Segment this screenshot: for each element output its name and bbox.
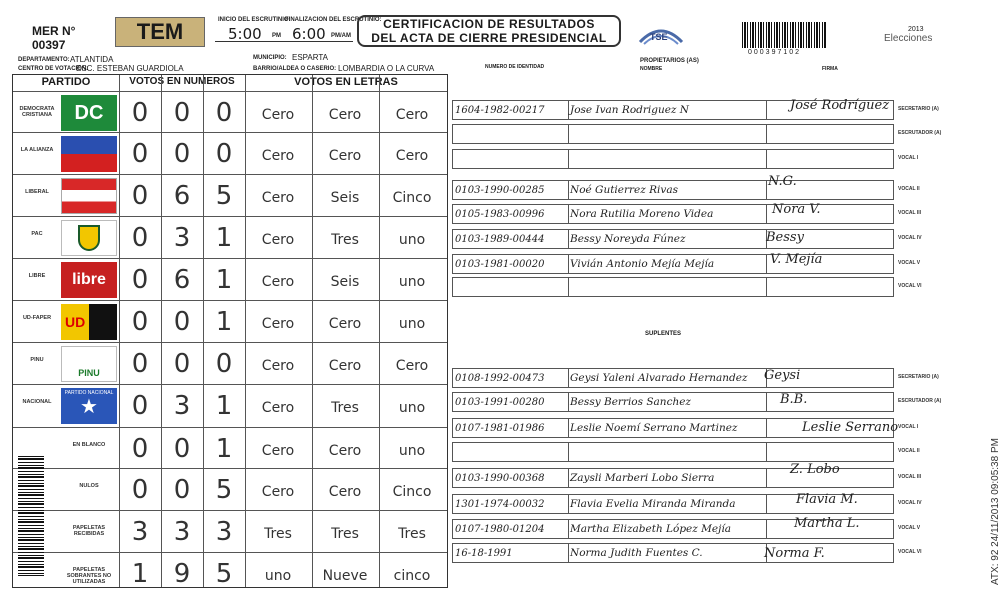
vote-word: Cero: [328, 484, 362, 500]
party-name: EN BLANCO: [72, 442, 106, 448]
table-row: [13, 216, 447, 258]
party-logo: [61, 304, 117, 340]
start-time: 5:00: [228, 25, 262, 43]
member-id: 16-18-1991: [453, 544, 569, 562]
barcode-number: 000397102: [748, 49, 802, 56]
member-role: SECRETARIO (A): [898, 374, 939, 380]
member-role: VOCAL IV: [898, 235, 922, 241]
pm-label: PM: [272, 33, 281, 39]
party-logo: [61, 346, 117, 382]
elecciones-logo: [884, 26, 932, 44]
title-line2: DEL ACTA DE CIERRE PRESIDENCIAL: [371, 31, 607, 45]
vote-word: Cero: [261, 190, 295, 206]
party-name: UD-FAPER: [22, 315, 52, 321]
vote-digit: 0: [131, 391, 149, 421]
vote-digit: 6: [173, 265, 191, 295]
member-name: [567, 125, 767, 143]
member-row: [452, 442, 894, 462]
vote-word: Cero: [328, 358, 362, 374]
vote-digit: 6: [173, 181, 191, 211]
vote-digit: 0: [131, 265, 149, 295]
member-role: VOCAL III: [898, 474, 921, 480]
vote-digit: 0: [173, 434, 191, 464]
member-name: [567, 278, 767, 296]
vote-word: Tres: [331, 526, 359, 542]
vote-word: Nueve: [322, 568, 368, 584]
tse-logo: [636, 22, 686, 48]
member-role: VOCAL II: [898, 448, 920, 454]
ampm-label: PM/AM: [331, 33, 351, 39]
vote-word: Cero: [395, 358, 429, 374]
member-role: VOCAL V: [898, 260, 921, 266]
member-name: Vivián Antonio Mejía Mejía: [567, 255, 767, 273]
vote-digit: 0: [131, 307, 149, 337]
vote-word: Cero: [328, 107, 362, 123]
vote-word: uno: [398, 443, 426, 459]
party-logo-text: DC: [74, 102, 104, 124]
vote-word: Cero: [261, 316, 295, 332]
vote-word: uno: [398, 316, 426, 332]
col-name-header: NOMBRE: [640, 66, 663, 72]
signature: Geysi: [764, 368, 801, 383]
vote-word: uno: [398, 232, 426, 248]
party-name: PAPELETAS SOBRANTES NO UTILIZADAS: [66, 567, 112, 585]
table-row: [13, 91, 447, 133]
party-name: PAPELETAS RECIBIDAS: [72, 525, 106, 537]
vote-word: uno: [398, 274, 426, 290]
party-logo: [61, 136, 117, 172]
shield-icon: [78, 225, 100, 251]
vote-digit: 0: [131, 98, 149, 128]
member-row: [452, 229, 894, 249]
vote-digit: 3: [215, 517, 233, 547]
vote-digit: 3: [131, 517, 149, 547]
party-logo: [61, 220, 117, 256]
member-id: 0107-1981-01986: [453, 419, 569, 437]
signature: Norma F.: [764, 546, 825, 561]
barcode-left: [18, 456, 44, 576]
member-id: 0103-1990-00285: [453, 181, 569, 199]
party-name: NACIONAL: [22, 399, 52, 405]
vote-word: Cero: [395, 148, 429, 164]
vote-word: Tres: [331, 400, 359, 416]
table-row: [13, 258, 447, 300]
member-name: Jose Ivan Rodriguez N: [567, 101, 767, 119]
vote-digit: 0: [131, 475, 149, 505]
vote-digit: 3: [173, 517, 191, 547]
propietarios-label: PROPIETARIOS (AS): [640, 58, 699, 64]
signature: Leslie Serrano: [802, 420, 899, 435]
centro-label: CENTRO DE VOTACION:: [18, 66, 89, 72]
vote-digit: 0: [173, 349, 191, 379]
party-name: PAC: [31, 231, 43, 237]
vote-word: uno: [264, 568, 292, 584]
member-signature-cell: [764, 443, 895, 461]
signature: José Rodríguez: [790, 98, 890, 113]
vote-digit: 1: [215, 434, 233, 464]
member-role: VOCAL V: [898, 525, 921, 531]
title-line1: CERTIFICACION DE RESULTADOS: [383, 17, 595, 31]
member-row: [452, 180, 894, 200]
member-id: 1301-1974-00032: [453, 495, 569, 513]
member-role: VOCAL II: [898, 186, 920, 192]
vote-digit: 5: [215, 475, 233, 505]
vote-digit: 0: [131, 223, 149, 253]
member-id: [453, 150, 569, 168]
signature: Z. Lobo: [790, 462, 840, 477]
vote-digit: 0: [131, 181, 149, 211]
vote-word: Cero: [261, 358, 295, 374]
municipio-label: MUNICIPIO:: [253, 55, 287, 61]
member-row: [452, 124, 894, 144]
star-icon: ★: [80, 396, 98, 418]
party-name: LIBERAL: [25, 189, 49, 195]
vote-word: Cero: [328, 443, 362, 459]
time-underline: [215, 41, 353, 42]
member-id: 0103-1990-00368: [453, 469, 569, 487]
vote-word: Cero: [328, 316, 362, 332]
party-name: DEMOCRATA CRISTIANA: [19, 106, 55, 118]
table-row: [13, 174, 447, 216]
tem-label: TEM: [136, 19, 184, 44]
vote-word: Cero: [328, 148, 362, 164]
member-name: Martha Elizabeth López Mejía: [567, 520, 767, 538]
mer-number: 00397: [32, 38, 66, 52]
member-signature-cell: [764, 125, 895, 143]
member-role: SECRETARIO (A): [898, 106, 939, 112]
member-role: ESCRUTADOR (A): [898, 130, 942, 136]
barrio-value: LOMBARDIA O LA CURVA: [338, 64, 435, 73]
member-signature-cell: [764, 150, 895, 168]
member-row: [452, 277, 894, 297]
vote-word: Cero: [261, 148, 295, 164]
party-name: NULOS: [79, 483, 99, 489]
member-name: Bessy Noreyda Fúnez: [567, 230, 767, 248]
member-name: Nora Rutilia Moreno Videa: [567, 205, 767, 223]
member-role: VOCAL I: [898, 155, 919, 161]
vote-digit: 0: [131, 434, 149, 464]
vote-word: Cinco: [392, 190, 432, 206]
table-row: [13, 132, 447, 174]
vote-word: Seis: [330, 274, 360, 290]
vote-word: Cero: [261, 107, 295, 123]
vote-word: Seis: [330, 190, 360, 206]
member-row: [452, 254, 894, 274]
votes-table: [12, 74, 448, 588]
party-logo: [61, 95, 117, 131]
member-row: [452, 204, 894, 224]
vote-word: Cero: [261, 400, 295, 416]
member-role: VOCAL IV: [898, 500, 922, 506]
vote-digit: 1: [215, 391, 233, 421]
table-row: [13, 552, 447, 594]
member-id: [453, 443, 569, 461]
vote-word: Cero: [395, 107, 429, 123]
end-time: 6:00: [292, 25, 326, 43]
member-name: Zaysli Marberi Lobo Sierra: [567, 469, 767, 487]
member-id: 0107-1980-01204: [453, 520, 569, 538]
member-name: [567, 443, 767, 461]
party-logo-text: UD: [65, 314, 86, 330]
vote-digit: 5: [215, 559, 233, 589]
vote-digit: 1: [215, 265, 233, 295]
vote-digit: 0: [173, 307, 191, 337]
member-role: VOCAL III: [898, 210, 921, 216]
vote-word: Tres: [331, 232, 359, 248]
vote-word: Cero: [261, 443, 295, 459]
vote-word: Tres: [398, 526, 426, 542]
vote-digit: 0: [215, 98, 233, 128]
vote-digit: 5: [215, 181, 233, 211]
member-role: ESCRUTADOR (A): [898, 398, 942, 404]
vote-digit: 0: [173, 98, 191, 128]
member-id: 0103-1981-00020: [453, 255, 569, 273]
vote-word: Cero: [261, 484, 295, 500]
member-row: [452, 543, 894, 563]
vote-digit: 0: [215, 139, 233, 169]
member-signature-cell: [764, 278, 895, 296]
party-logo-text: libre: [72, 271, 106, 288]
vote-digit: 1: [131, 559, 149, 589]
departamento-value: ATLANTIDA: [70, 55, 114, 64]
table-row: [13, 510, 447, 552]
party-name: LIBRE: [28, 273, 46, 279]
party-logo: [61, 262, 117, 298]
signature: Nora V.: [772, 202, 821, 217]
col-letras-header: VOTOS EN LETRAS: [294, 76, 398, 88]
member-name: Flavia Evelia Miranda Miranda: [567, 495, 767, 513]
departamento-label: DEPARTAMENTO:: [18, 57, 70, 63]
vote-word: Cero: [261, 274, 295, 290]
signature: Flavia M.: [796, 492, 858, 507]
elecciones-year: 2013: [908, 26, 924, 33]
elecciones-label: Elecciones: [884, 33, 933, 44]
table-row: [13, 384, 447, 426]
barcode-top: [742, 22, 827, 48]
member-id: 1604-1982-00217: [453, 101, 569, 119]
table-row: [13, 468, 447, 510]
vote-digit: 0: [131, 349, 149, 379]
member-id: 0103-1989-00444: [453, 230, 569, 248]
table-row: [13, 300, 447, 342]
member-id: 0103-1991-00280: [453, 393, 569, 411]
member-id: 0108-1992-00473: [453, 369, 569, 387]
member-row: [452, 149, 894, 169]
tse-label: TSE: [650, 32, 668, 42]
table-row: [13, 342, 447, 384]
vote-digit: 0: [131, 139, 149, 169]
member-name: Norma Judith Fuentes C.: [567, 544, 767, 562]
member-id: [453, 278, 569, 296]
vote-word: Cero: [261, 232, 295, 248]
vote-word: Cinco: [392, 484, 432, 500]
member-role: VOCAL VI: [898, 549, 922, 555]
member-row: [452, 368, 894, 388]
member-name: Geysi Yaleni Alvarado Hernandez: [567, 369, 767, 387]
party-logo-text: PARTIDO NACIONAL: [64, 390, 114, 396]
table-row: [13, 427, 447, 469]
title-box: [357, 15, 621, 47]
signature: N.G.: [768, 174, 797, 189]
tem-box: [115, 17, 205, 47]
vote-digit: 3: [173, 223, 191, 253]
party-logo: [61, 388, 117, 424]
signature: B.B.: [780, 392, 808, 407]
barrio-label: BARRIO/ALDEA O CASERIO:: [253, 66, 337, 72]
party-name: LA ALIANZA: [20, 147, 54, 153]
finalizacion-label: FINALIZACION DEL ESCRUTINIO:: [285, 17, 382, 23]
member-name: Noé Gutierrez Rivas: [567, 181, 767, 199]
col-sig-header: FIRMA: [822, 66, 838, 72]
inicio-label: INICIO DEL ESCRUTINIO:: [218, 17, 291, 23]
party-logo: [61, 178, 117, 214]
vote-word: uno: [398, 400, 426, 416]
vote-digit: 0: [215, 349, 233, 379]
centro-value: ESC. ESTEBAN GUARDIOLA: [76, 64, 184, 73]
signature: Martha L.: [794, 516, 860, 531]
vote-digit: 3: [173, 391, 191, 421]
vote-word: cinco: [393, 568, 431, 584]
vote-word: Tres: [264, 526, 292, 542]
member-name: [567, 150, 767, 168]
party-name: PINU: [30, 357, 44, 363]
member-name: Leslie Noemí Serrano Martinez: [567, 419, 767, 437]
vote-digit: 1: [215, 223, 233, 253]
member-name: Bessy Berrios Sanchez: [567, 393, 767, 411]
vote-digit: 9: [173, 559, 191, 589]
signature: V. Mejía: [770, 252, 823, 267]
col-numeros-header: VOTOS EN NUMEROS: [129, 76, 235, 87]
municipio-value: ESPARTA: [292, 53, 329, 62]
member-id: 0105-1983-00996: [453, 205, 569, 223]
col-id-header: NUMERO DE IDENTIDAD: [485, 64, 545, 70]
vote-digit: 0: [173, 475, 191, 505]
member-role: VOCAL VI: [898, 283, 922, 289]
member-row: [452, 392, 894, 412]
side-stamp: ATX: 92 24/11/2013 09:05:38 PM: [990, 438, 1001, 585]
suplentes-label: SUPLENTES: [645, 331, 682, 337]
vote-digit: 0: [173, 139, 191, 169]
member-role: VOCAL I: [898, 424, 919, 430]
party-logo-text: PINU: [78, 368, 100, 378]
signature: Bessy: [766, 230, 804, 245]
member-id: [453, 125, 569, 143]
col-partido-header: PARTIDO: [41, 76, 91, 88]
vote-digit: 1: [215, 307, 233, 337]
mer-label: MER N°: [32, 24, 76, 38]
